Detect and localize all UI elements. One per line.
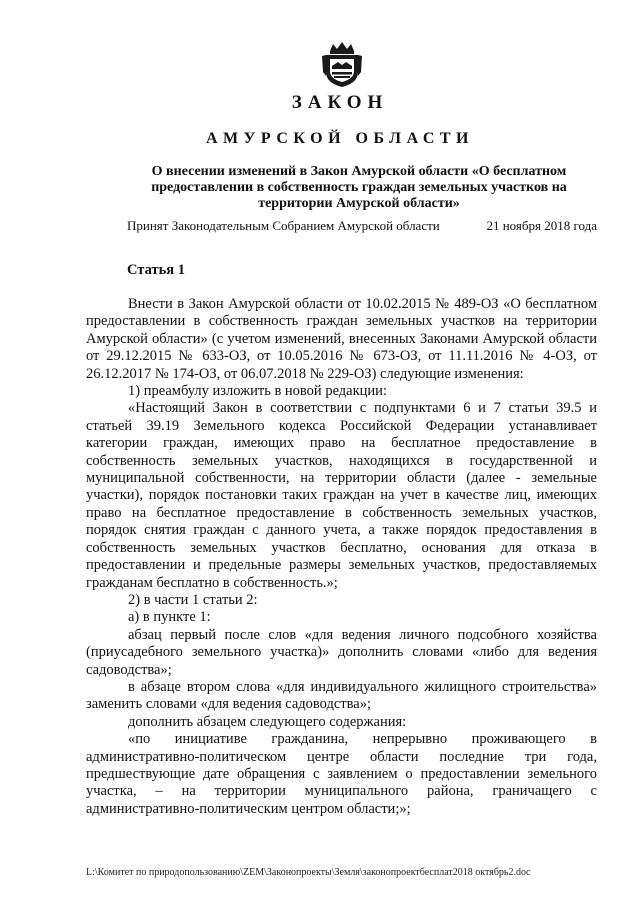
article-title: Статья 1 [127,262,185,278]
law-heading-line: О внесении изменений в Закон Амурской области «О бесплатном [151,164,567,179]
article-paragraph: 2) в части 1 статьи 2: [128,591,258,608]
article-paragraph: дополнить абзацем следующего содержания: [128,713,407,730]
adopted-by: Принят Законодательным Собранием Амурской области [127,218,440,233]
article-paragraph: абзац первый после слов «для ведения личного подсобного хозяйства (приусадебного земельного участка)» дополнить словами «либо для ведения садоводства»; [86,626,597,678]
adoption-line [127,218,597,234]
adopted-date: 21 ноября 2018 года [486,218,597,233]
article-paragraph: в абзаце втором слова «для индивидуального жилищного строительства» заменить словами «для ведения садоводства»; [86,678,597,713]
law-heading-line: территории Амурской области» [258,196,460,211]
document-title: ЗАКОН [291,92,389,113]
article-paragraph: 1) преамбулу изложить в новой редакции: [128,383,387,400]
article-paragraph: «по инициативе гражданина, непрерывно проживающего в административно-политическом центре области последние три года, предшествующие дате обращения с заявлением о предоставлении земельного участка, – на территории муниципального района, граничащего с административно-политическим центром области;»; [86,731,597,817]
article-paragraph: а) в пункте 1: [128,609,211,626]
law-heading-line: предоставлении в собственность граждан земельных участков на [151,180,567,195]
article-paragraph: «Настоящий Закон в соответствии с подпунктами 6 и 7 статьи 39.5 и статьей 39.19 Земельного кодекса Российской Федерации устанавливает категории граждан, имеющих право на бесплатное предоставление в собственность земельных участков, находящихся в государственной и муниципальной собственности, на территории области (далее - земельные участки), порядок постановки таких граждан на учет в качестве лиц, имеющих право на бесплатное предоставление в собственность земельных участков, порядок снятия граждан с данного учета, а также порядок предоставления в собственность земельных участков бесплатно, основания для отказа в предоставлении и предельные размеры земельных участков, предоставляемых гражданам бесплатно в собственность.»; [86,400,597,591]
coat-of-arms-icon [322,42,362,88]
article-paragraph: Внести в Закон Амурской области от 10.02.2015 № 489-ОЗ «О бесплатном предоставлении в собственность граждан земельных участков на территории Амурской области» (с учетом изменений, внесенных Законами Амурской области от 29.12.2015 № 633-ОЗ, от 10.05.2016 № 673-ОЗ, от 11.11.2016 № 4-ОЗ, от 26.12.2017 № 174-ОЗ, от 06.07.2018 № 229-ОЗ) следующие изменения: [86,296,597,382]
file-path-footer: L:\Комитет по природопользованию\ZEM\Законопроекты\Земля\законопроектбесплат2018 октябрь2.doc [86,867,531,878]
article-body [86,296,597,818]
law-heading [118,164,600,212]
region-title: АМУРСКОЙ ОБЛАСТИ [206,130,474,147]
